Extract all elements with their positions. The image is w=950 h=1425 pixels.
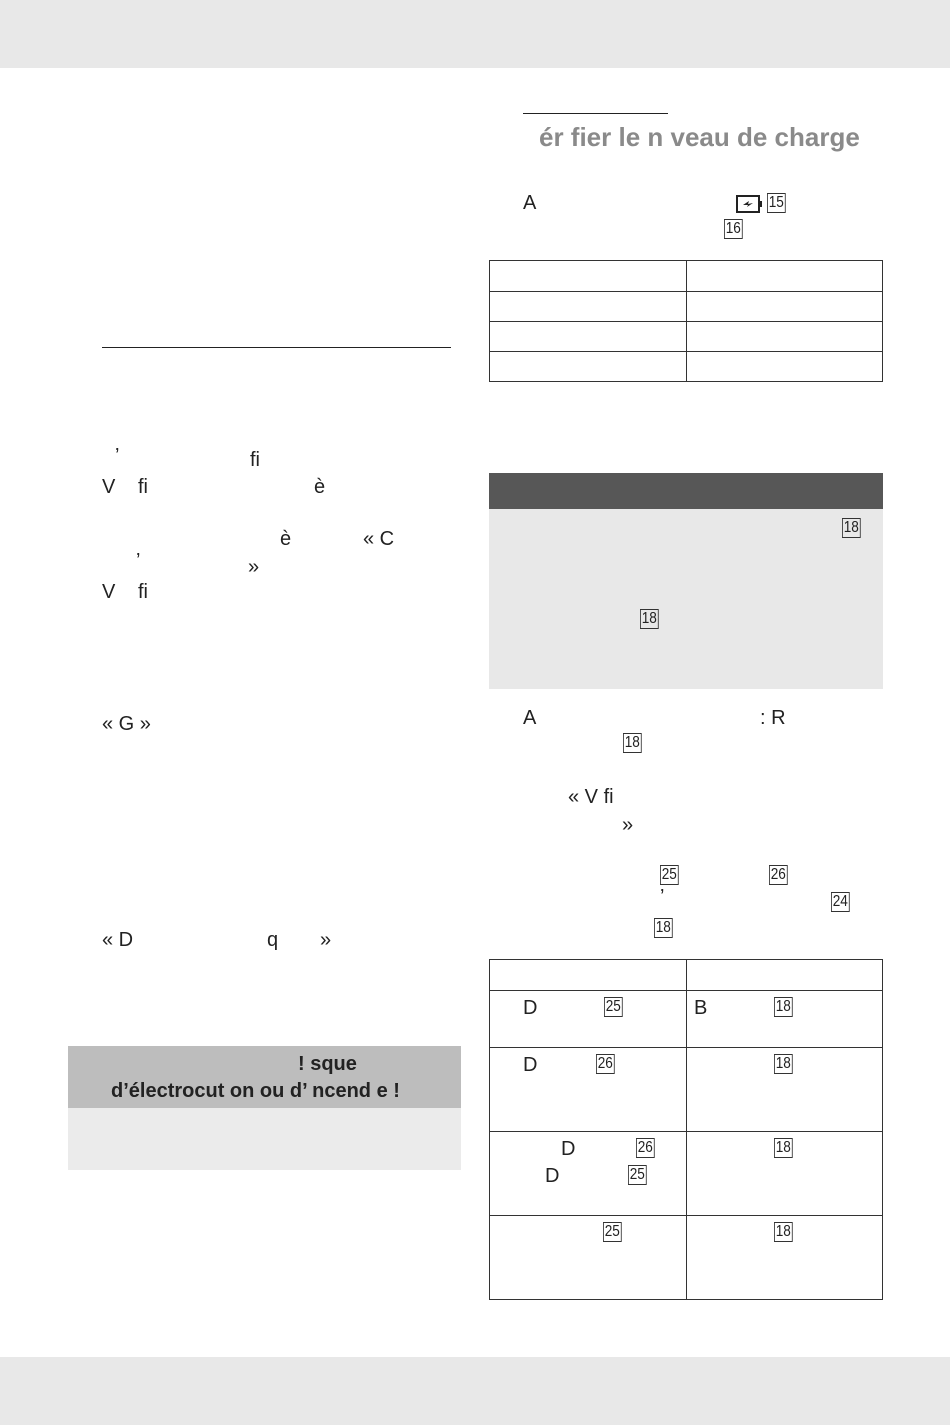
battery-charge-icon xyxy=(736,194,762,212)
cell-ref: 18 xyxy=(775,1223,791,1240)
table-cell xyxy=(687,1132,883,1216)
panel-ref-18-b: 18 xyxy=(641,610,657,627)
right-text-a-2: A xyxy=(523,707,537,729)
table-cell xyxy=(490,292,687,322)
table-cell xyxy=(490,991,687,1048)
cell-ref: 18 xyxy=(775,998,791,1015)
charge-level-table xyxy=(489,260,883,382)
table-cell xyxy=(490,1132,687,1216)
cell-ref: 18 xyxy=(775,1055,791,1072)
table-row xyxy=(490,292,883,322)
right-quote-v-fi: « V fi xyxy=(568,786,614,808)
left-section-rule xyxy=(102,347,451,348)
table-cell xyxy=(687,322,883,352)
panel-ref-18-a: 18 xyxy=(843,519,859,536)
left-quote-g: « G » xyxy=(102,713,151,735)
left-quote-close-2: » xyxy=(320,929,332,951)
ref-25: 25 xyxy=(661,866,677,883)
right-apostrophe: ’ xyxy=(660,886,665,908)
cell-text: D xyxy=(523,1054,538,1076)
table-cell xyxy=(490,1048,687,1132)
right-text-a-1: A xyxy=(523,192,537,214)
table-cell xyxy=(490,960,687,991)
table-row xyxy=(490,1132,883,1216)
left-quote-q: q xyxy=(267,929,279,951)
cell-ref: 26 xyxy=(637,1139,653,1156)
warning-box xyxy=(68,1046,461,1170)
ref-18-line: 18 xyxy=(655,919,671,936)
ref-26: 26 xyxy=(770,866,786,883)
right-section-rule xyxy=(523,113,668,114)
cell-text: D xyxy=(523,997,538,1019)
left-text-e-grave-2: è xyxy=(280,528,292,550)
table-cell xyxy=(687,292,883,322)
right-text-colon-r: : R xyxy=(760,707,786,729)
table-cell xyxy=(687,352,883,382)
cell-ref: 25 xyxy=(605,998,621,1015)
bottom-band xyxy=(0,1357,950,1425)
left-text-apostrophe-1: ’ xyxy=(115,445,120,467)
cell-text: B xyxy=(694,997,708,1019)
note-panel xyxy=(489,473,883,689)
table-row xyxy=(490,1048,883,1132)
left-quote-d: « D xyxy=(102,929,134,951)
cell-ref: 26 xyxy=(597,1055,613,1072)
left-text-fi-2: fi xyxy=(138,476,148,498)
table-cell xyxy=(490,322,687,352)
table-cell xyxy=(687,960,883,991)
table-cell xyxy=(490,1216,687,1300)
table-cell xyxy=(490,352,687,382)
table-cell xyxy=(687,1216,883,1300)
warning-line-2: d’électrocut on ou d’ ncend e ! xyxy=(111,1080,400,1102)
button-function-table xyxy=(489,959,883,1300)
left-text-fi-1: fi xyxy=(250,449,260,471)
table-cell xyxy=(687,261,883,292)
cell-text: D xyxy=(561,1138,576,1160)
left-text-quote-c: « C xyxy=(363,528,395,550)
ref-16: 16 xyxy=(725,220,741,237)
cell-text: D xyxy=(545,1165,560,1187)
table-header-row xyxy=(490,960,883,991)
top-band xyxy=(0,0,950,68)
left-text-v-2: V xyxy=(102,581,116,603)
table-row xyxy=(490,1216,883,1300)
cell-ref: 25 xyxy=(629,1166,645,1183)
table-row xyxy=(490,322,883,352)
table-cell xyxy=(687,991,883,1048)
table-row xyxy=(490,991,883,1048)
cell-ref: 18 xyxy=(775,1139,791,1156)
ref-18-para: 18 xyxy=(624,734,640,751)
table-cell xyxy=(490,261,687,292)
left-text-quote-close-1: » xyxy=(248,556,260,578)
section-heading: ér fier le n veau de charge xyxy=(539,122,860,152)
left-text-apostrophe-2: ’ xyxy=(136,550,141,572)
left-text-fi-3: fi xyxy=(138,581,148,603)
warning-line-1: ! sque xyxy=(298,1053,357,1075)
ref-15: 15 xyxy=(768,194,784,211)
right-quote-close: » xyxy=(622,814,634,836)
left-text-e-grave-1: è xyxy=(314,476,326,498)
table-row xyxy=(490,352,883,382)
cell-ref: 25 xyxy=(604,1223,620,1240)
note-panel-header xyxy=(489,473,883,509)
table-row xyxy=(490,261,883,292)
table-cell xyxy=(687,1048,883,1132)
ref-24: 24 xyxy=(832,893,848,910)
left-text-v-1: V xyxy=(102,476,116,498)
